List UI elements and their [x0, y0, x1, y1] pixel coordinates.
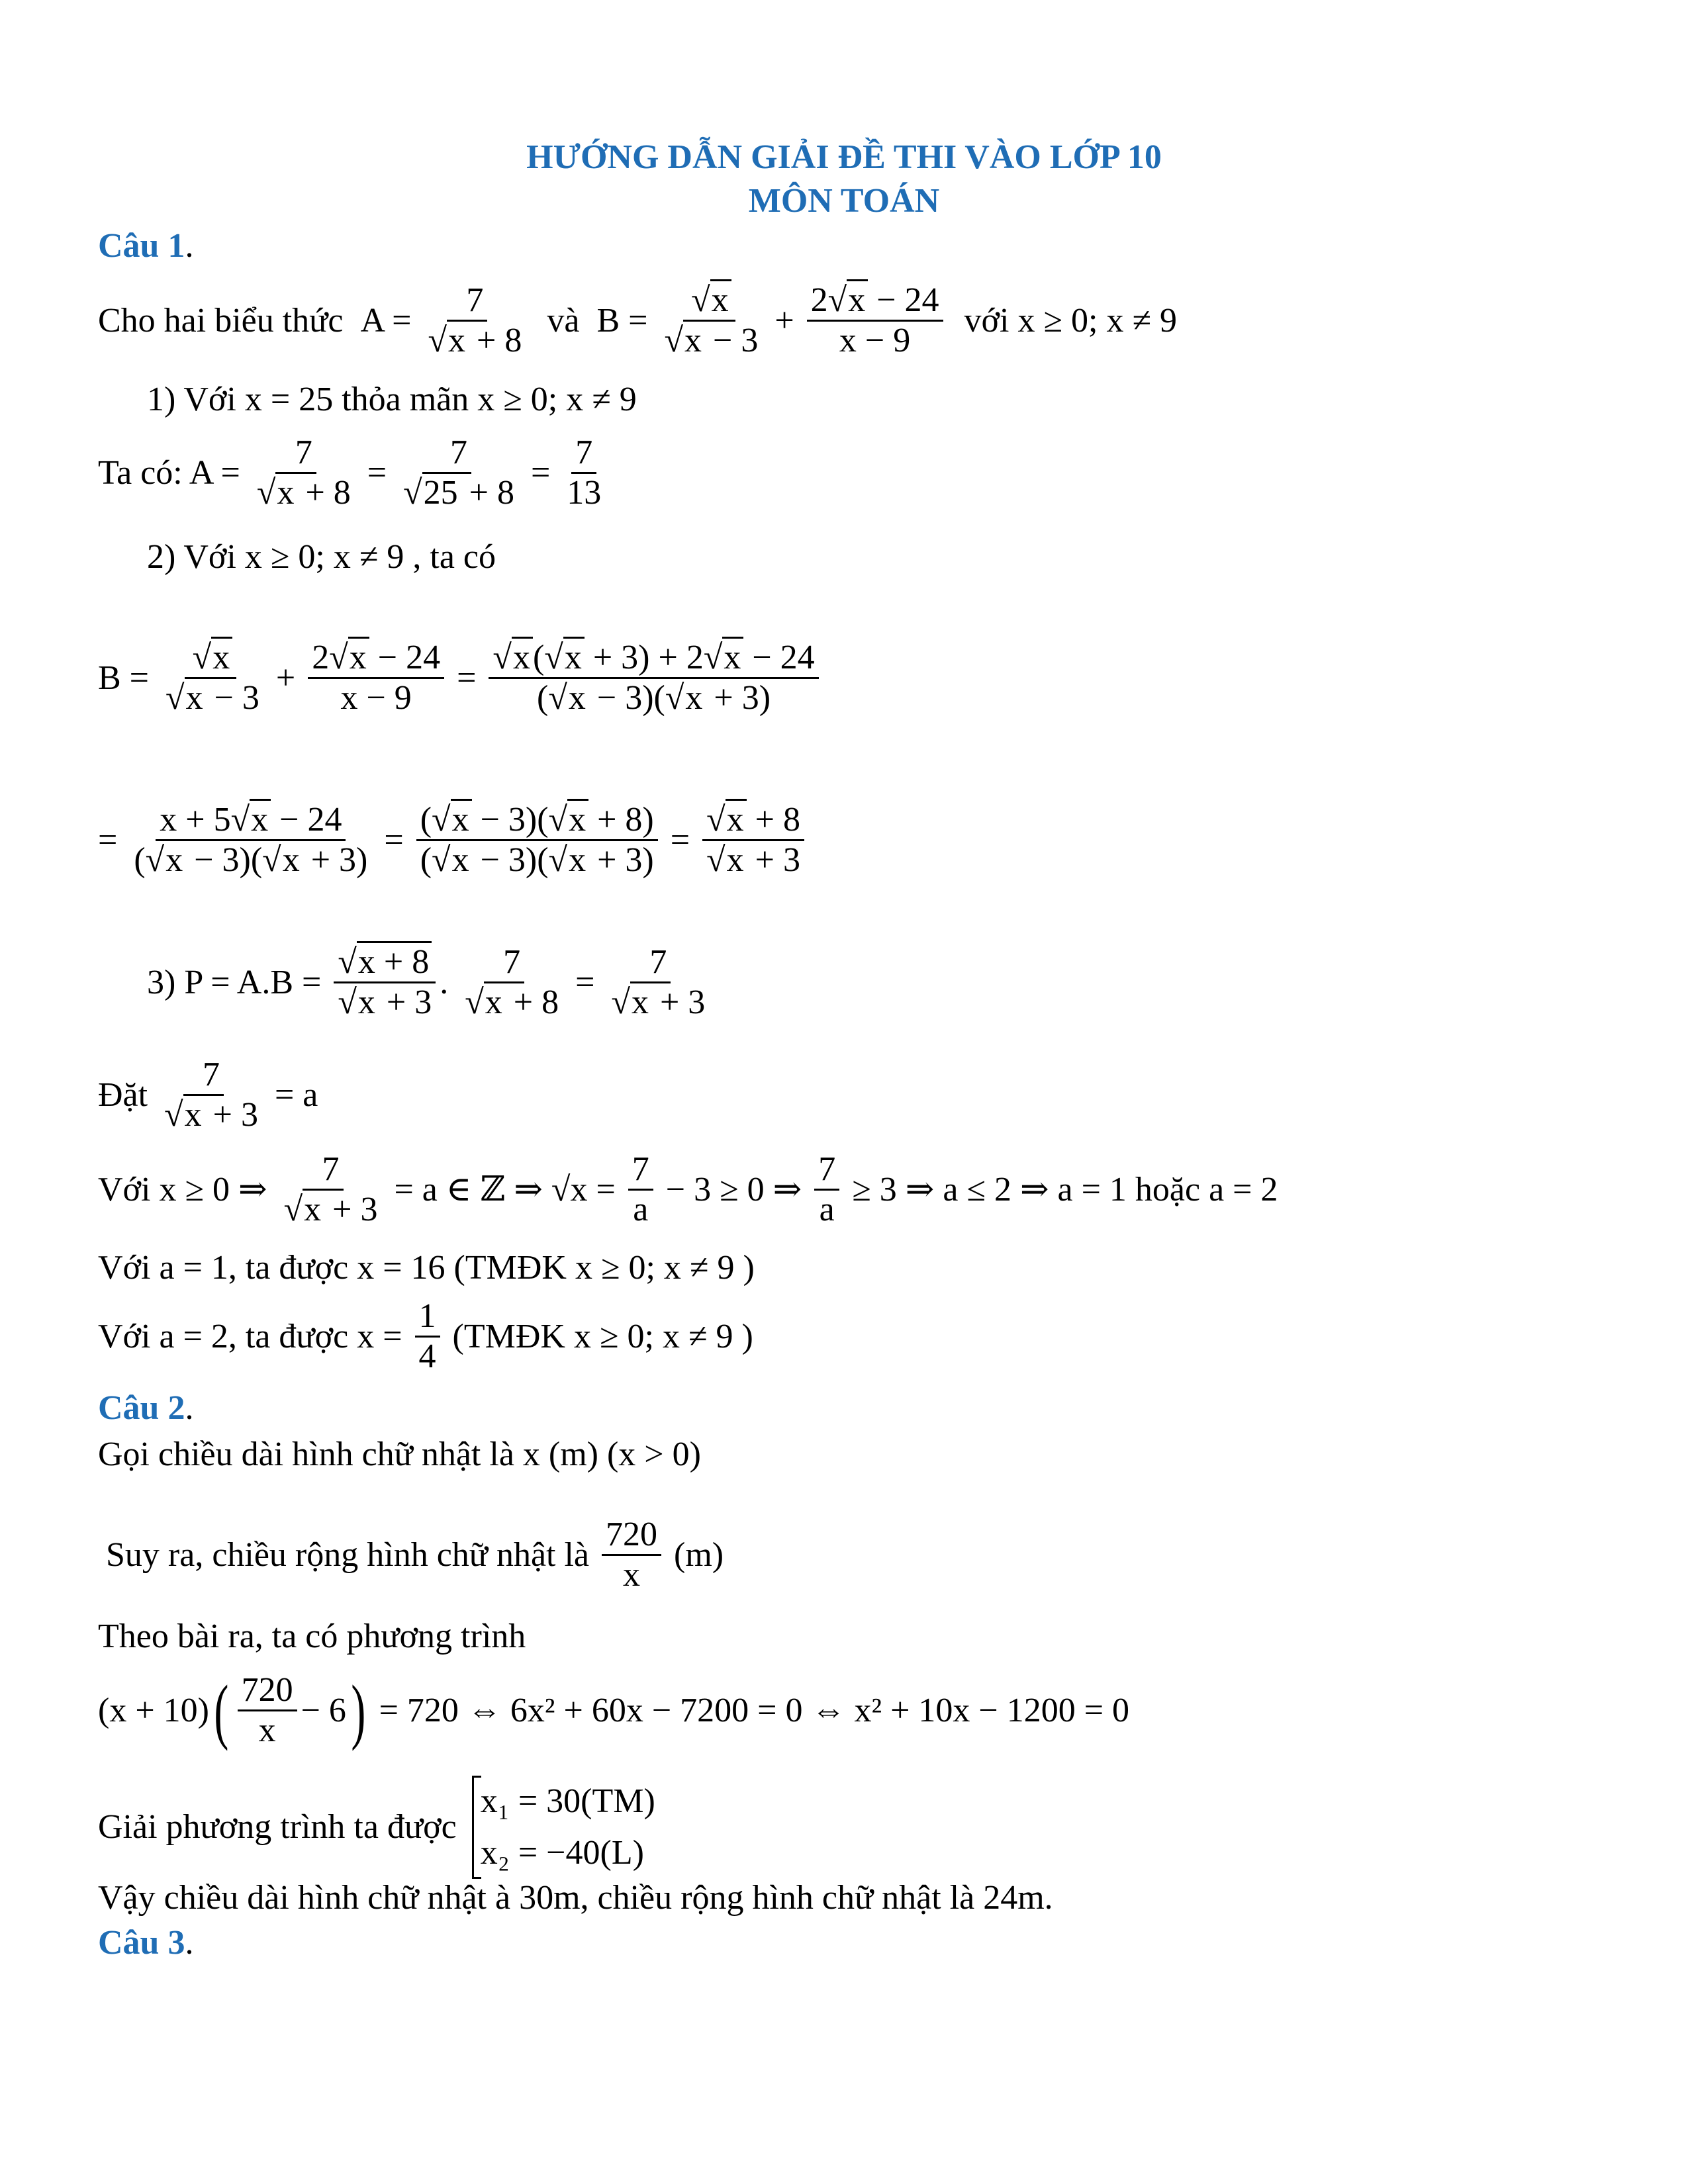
b-derivation-2: = $\frac{x + 5√x - 24}{(√x - 3)(√x + 3)}$ = $\frac{(√x - 3)(√x + 8)}{(√x - 3)(√x + 3)}$ = $\frac{√x + 8}{√x + 3}$ — [98, 801, 808, 880]
root-2: x₂ = −40(L) — [480, 1834, 644, 1872]
suy-ra-line: Suy ra, chiều rộng hình chữ nhật là $\frac{720}{x}$ (m) — [106, 1516, 724, 1594]
equation-line: (x + 10)( $\frac{720}{x}$ − 6) = 720 ⇔ 6x² + 60x − 7200 = 0 ⇔ x² + 10x − 1200 = 0 — [98, 1670, 1130, 1751]
dat-line: Đặt $\frac{7}{√x + 3}$ = a — [98, 1056, 318, 1134]
cau1-expressions: Cho hai biểu thức A = $\frac{7}{√x + 8}$ và B = $\frac{√x}{√x - 3}$ + $\frac{2√x - 24}{x - 9}$ với x ≥ 0; x ≠ 9 — [98, 281, 1177, 360]
a1-line: Với a = 1, ta được x = 16 (TMĐK x ≥ 0; x ≠ 9 ) — [98, 1249, 755, 1287]
fraction-b1: $\frac{√x}{√x - 3}$ — [660, 281, 762, 360]
with-x-line: Với x ≥ 0 ⇒ $\frac{7}{√x + 3}$ = a ∈ ℤ ⇒ √x = $\frac{7}{a}$ − 3 ≥ 0 ⇒ $\frac{7}{a}$ ≥ 3 ⇒ a ≤ 2 ⇒ a = 1 hoặc a = 2 — [98, 1150, 1278, 1229]
part2-text: 2) Với x ≥ 0; x ≠ 9 , ta có — [147, 538, 496, 576]
theo-line: Theo bài ra, ta có phương trình — [98, 1617, 526, 1655]
condition-text: với x ≥ 0; x ≠ 9 — [964, 301, 1178, 340]
title-line-1: HƯỚNG DẪN GIẢI ĐỀ THI VÀO LỚP 10 — [526, 138, 1162, 176]
cau1-heading: Câu 1. — [98, 227, 194, 265]
title-line-2: MÔN TOÁN — [748, 182, 940, 220]
roots-bracket — [472, 1776, 655, 1879]
va-text: và — [547, 301, 580, 340]
goi-line: Gọi chiều dài hình chữ nhật là x (m) (x > 0) — [98, 1435, 701, 1473]
fraction-a: $\frac{7}{√x + 8}$ — [428, 281, 522, 360]
taco-line: Ta có: A = $\frac{7}{√x + 8}$ = $\frac{7}{√25 + 8}$ = $\frac{7}{13}$ — [98, 433, 602, 512]
intro-text: Cho hai biểu thức — [98, 301, 344, 340]
cau2-heading: Câu 2. — [98, 1389, 194, 1427]
cau3-heading: Câu 3. — [98, 1924, 194, 1962]
fraction-b2: $\frac{2√x - 24}{x - 9}$ — [807, 281, 943, 360]
b-derivation-1: B = $\frac{√x}{√x - 3}$ + $\frac{2√x - 24}{x - 9}$ = $\frac{√x(√x + 3) + 2√x - 24}{(√x - 3)(√x + 3)}$ — [98, 639, 823, 717]
a2-line: Với a = 2, ta được x = $\frac{1}{4}$ (TMĐK x ≥ 0; x ≠ 9 ) — [98, 1297, 753, 1376]
part3-line: 3) P = A.B = $\frac{√x + 8}{√x + 3}$ . $\frac{7}{√x + 8}$ = $\frac{7}{√x + 3}$ — [147, 943, 713, 1022]
conclusion-line: Vậy chiều dài hình chữ nhật à 30m, chiều rộng hình chữ nhật là 24m. — [98, 1879, 1053, 1917]
part1-text: 1) Với x = 25 thỏa mãn x ≥ 0; x ≠ 9 — [147, 381, 637, 418]
root-1: x₁ = 30(TM) — [480, 1782, 655, 1820]
giai-line: Giải phương trình ta được x₁ = 30(TM) x₂ = −40(L) — [98, 1776, 655, 1879]
